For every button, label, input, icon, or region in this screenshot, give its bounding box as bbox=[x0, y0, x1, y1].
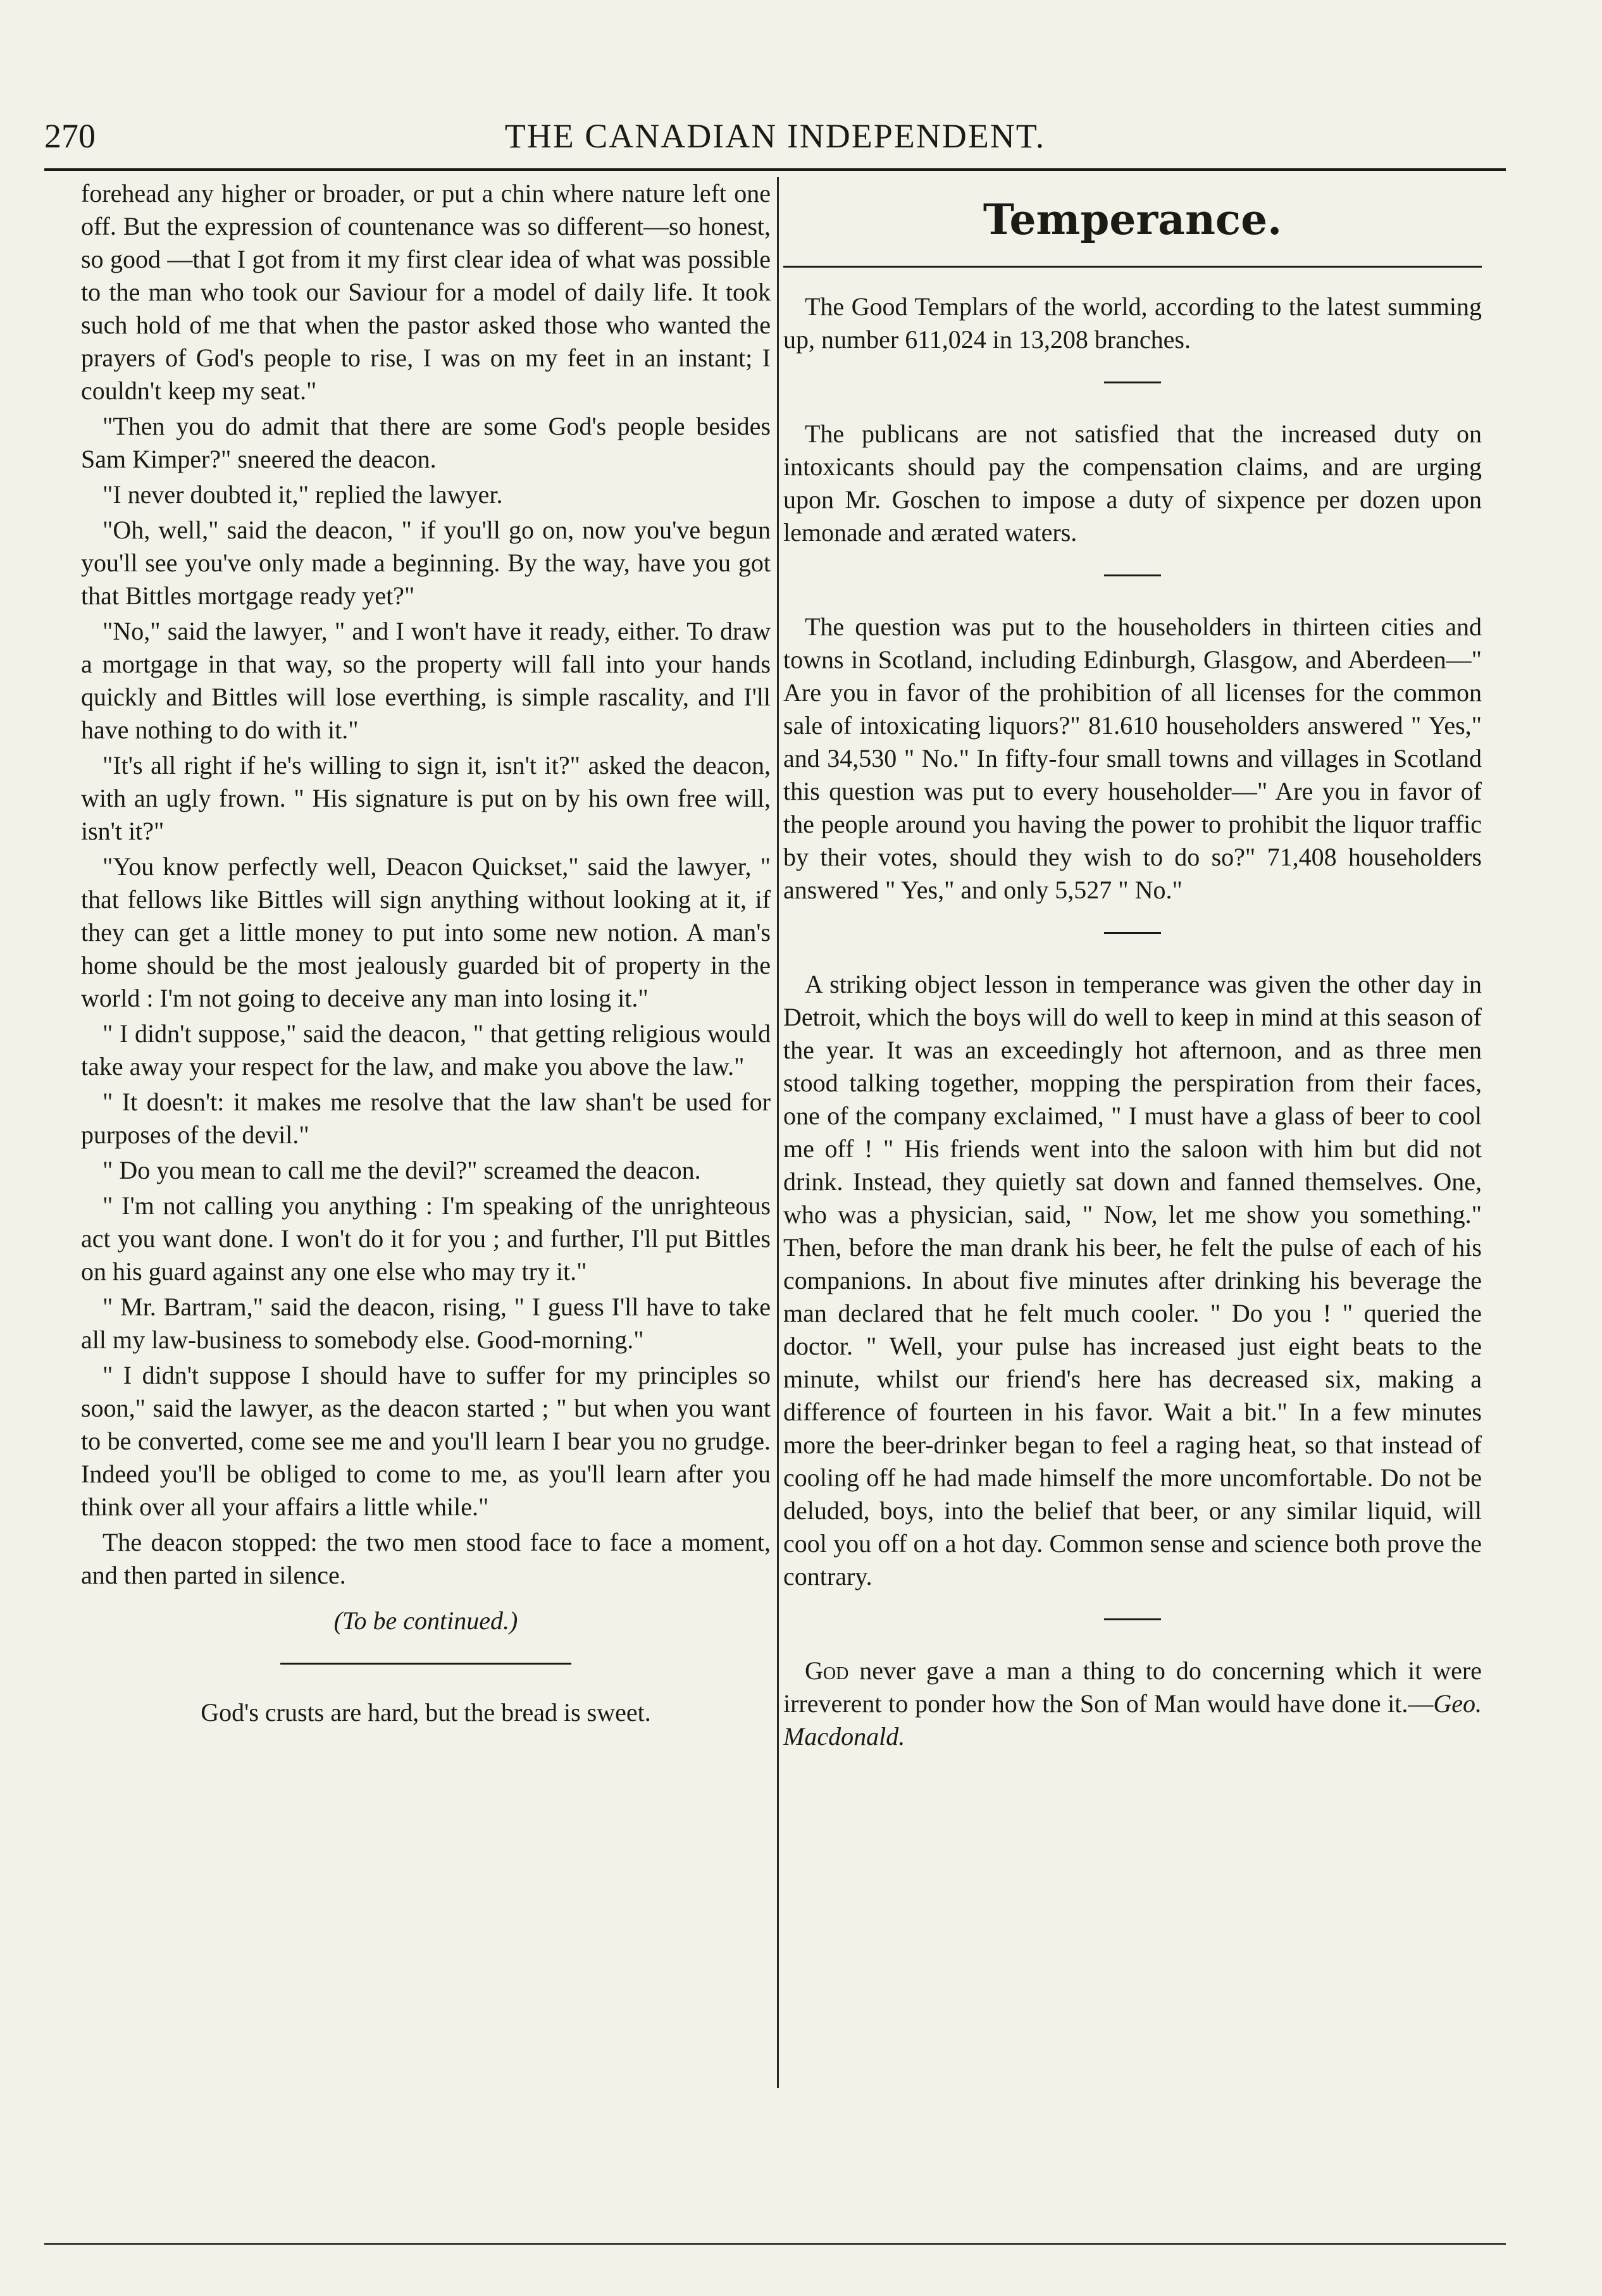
page-header bbox=[44, 108, 1506, 164]
story-paragraph: forehead any higher or broader, or put a chin where nature left one off. But the expression of countenance was so different—so honest, so good —that I got from it my first clear idea of what was possible to the man who took our Saviour for a model of daily life. It took such hold of me that when the pastor asked those who wanted the prayers of God's people to rise, I was on my feet in an instant; I couldn't keep my seat." bbox=[81, 179, 771, 405]
story-paragraph: "It's all right if he's willing to sign it, isn't it?" asked the deacon, with an ugly frown. " His signature is put on by his own free will, isn't it?" bbox=[81, 751, 771, 845]
story-paragraph: "Oh, well," said the deacon, " if you'll go on, now you've begun you'll see you've only made a beginning. By the way, have you got that Bittles mortgage ready yet?" bbox=[81, 516, 771, 610]
story-paragraph: " I didn't suppose I should have to suffer for my principles so soon," said the lawyer, as the deacon started ; " but when you want to be converted, come see me and you'll learn I bear you no grudge. Indeed you'll be obliged to come to me, as you'll learn after you think over all your affairs a little while." bbox=[81, 1361, 771, 1521]
item-divider bbox=[1104, 574, 1161, 576]
closing-quote-lead: God bbox=[805, 1656, 849, 1685]
quote-attribution: Geo. Macdonald. bbox=[783, 1689, 1482, 1751]
story-paragraph: The deacon stopped: the two men stood face to face a moment, and then parted in silence. bbox=[81, 1528, 771, 1589]
item-divider bbox=[1104, 382, 1161, 383]
story-paragraph: " I'm not calling you anything : I'm speaking of the unrighteous act you want done. I won't do it for you ; and further, I'll put Bittles on his guard against any one else who may try it." bbox=[81, 1191, 771, 1286]
header-rule bbox=[44, 168, 1506, 171]
title-rule bbox=[783, 266, 1482, 268]
news-item: The publicans are not satisfied that the increased duty on intoxicants should pay the compensation claims, and are urging upon Mr. Goschen to impose a duty of sixpence per dozen upon lemonade and ærated waters. bbox=[783, 419, 1482, 547]
running-title: THE CANADIAN INDEPENDENT. bbox=[504, 117, 1046, 155]
story-paragraph: " I didn't suppose," said the deacon, " that getting religious would take away your respect for the law, and make you above the law." bbox=[81, 1019, 771, 1081]
item-divider bbox=[1104, 1618, 1161, 1620]
epigram: God's crusts are hard, but the bread is sweet. bbox=[201, 1698, 651, 1727]
section-title: Temperance. bbox=[983, 195, 1282, 244]
news-item: The Good Templars of the world, according to the latest summing up, number 611,024 in 13,208 branches. bbox=[783, 292, 1482, 354]
right-column bbox=[783, 177, 1482, 1756]
column-divider bbox=[777, 177, 779, 2088]
story-paragraph: "Then you do admit that there are some God's people besides Sam Kimper?" sneered the deacon. bbox=[81, 412, 771, 473]
story-paragraph: "You know perfectly well, Deacon Quickset," said the lawyer, " that fellows like Bittles will sign anything without looking at it, if they can get a little money to put into some new notion. A man's home should be the most jealously guarded bit of property in the world : I'm not going to deceive any man into losing it." bbox=[81, 852, 771, 1012]
story-paragraph: " It doesn't: it makes me resolve that the law shan't be used for purposes of the devil." bbox=[81, 1088, 771, 1149]
news-item: A striking object lesson in temperance was given the other day in Detroit, which the boys will do well to keep in mind at this season of the year. It was an exceedingly hot afternoon, and as three men stood talking together, mopping the perspiration from their faces, one of the company exclaimed, " I must have a glass of beer to cool me off ! " His friends went into the saloon with him but did not drink. Instead, they quietly sat down and fanned themselves. One, who was a physician, said, " Now, let me show you something." Then, before the man drank his beer, he felt the pulse of each of his companions. In about five minutes after drinking his beverage the man declared that he felt much cooler. " Do you ! " queried the doctor. " Well, your pulse has increased just eight beats to the minute, whilst our friend's here has decreased six, making a difference of fourteen in his favor. Wait a bit." In a few minutes more the beer-drinker began to feel a raging heat, so that instead of cooling off he had made himself the more uncomfortable. Do not be deluded, boys, into the belief that beer, or any similar liquid, will cool you off on a hot day. Common sense and science both prove the contrary. bbox=[783, 970, 1482, 1591]
page-number: 270 bbox=[44, 117, 96, 155]
story-paragraph: " Mr. Bartram," said the deacon, rising, " I guess I'll have to take all my law-business to somebody else. Good-morning." bbox=[81, 1293, 771, 1354]
to-be-continued-note: (To be continued.) bbox=[333, 1606, 518, 1635]
section-divider bbox=[280, 1663, 571, 1665]
item-divider bbox=[1104, 932, 1161, 934]
story-paragraph: " Do you mean to call me the devil?" screamed the deacon. bbox=[102, 1156, 701, 1184]
story-paragraph: "No," said the lawyer, " and I won't have it ready, either. To draw a mortgage in that way, so the property will fall into your hands quickly and Bittles will lose everthing, is simple rascality, and I'll have nothing to do with it." bbox=[81, 617, 771, 744]
closing-quote-text: never gave a man a thing to do concerning which it were irreverent to ponder how the Son of Man would have done it.— bbox=[783, 1656, 1482, 1718]
story-paragraph: "I never doubted it," replied the lawyer. bbox=[102, 480, 503, 509]
bottom-rule bbox=[44, 2243, 1506, 2245]
news-item: The question was put to the householders in thirteen cities and towns in Scotland, including Edinburgh, Glasgow, and Aberdeen—" Are you in favor of the prohibition of all licenses for the common sale of intoxicating liquors?" 81.610 householders answered " Yes," and 34,530 " No." In fifty-four small towns and villages in Scotland this question was put to every householder—" Are you in favor of the people around you having the power to prohibit the liquor traffic by their votes, should they wish to do so?" 71,408 householders answered " Yes," and only 5,527 " No." bbox=[783, 612, 1482, 904]
left-column bbox=[81, 177, 771, 1732]
closing-quote bbox=[783, 1654, 1482, 1753]
